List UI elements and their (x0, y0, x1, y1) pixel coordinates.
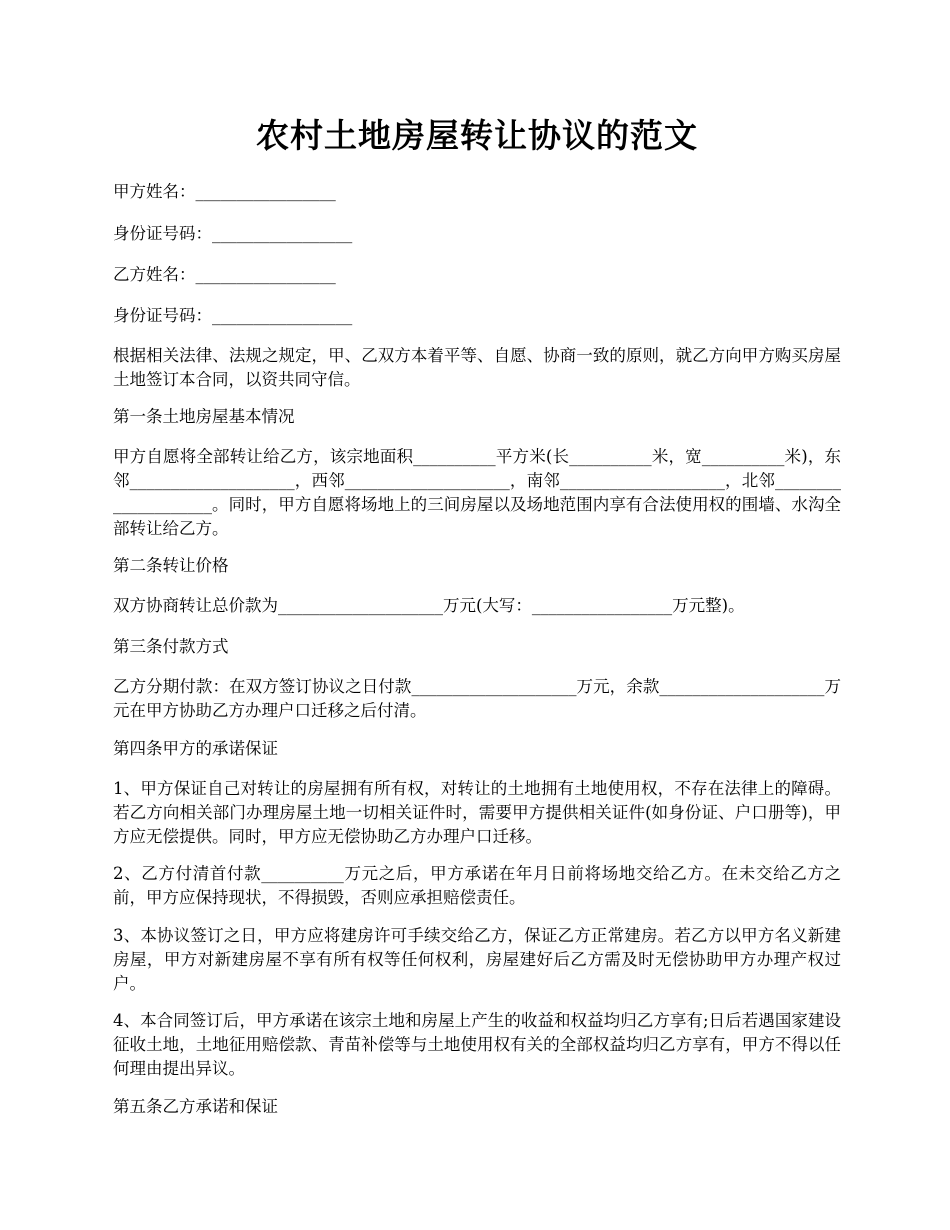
party-b-name-field: 乙方姓名：_________________ (113, 265, 336, 284)
article3-heading: 第三条付款方式 (113, 637, 229, 656)
preamble-paragraph: 根据相关法律、法规之规定，甲、乙双方本着平等、自愿、协商一致的原则，就乙方向甲方购买房屋土地签订本合同，以资共同守信。 (113, 346, 841, 389)
article3-body: 乙方分期付款：在双方签订协议之日付款____________________万元，余款____________________万元在甲方协助乙方办理户口迁移之后付清。 (113, 677, 841, 720)
document-title: 农村土地房屋转让协议的范文 (256, 116, 698, 155)
article4-heading: 第四条甲方的承诺保证 (113, 739, 278, 758)
party-a-name-field: 甲方姓名：_________________ (113, 182, 336, 201)
article5-heading: 第五条乙方承诺和保证 (113, 1097, 278, 1116)
article1-body: 甲方自愿将全部转让给乙方，该宗地面积__________平方米(长__________米，宽__________米)，东邻____________________，西邻____________________，南邻____________________，北邻____________________。同时，甲方自愿将场地上的三间房屋以及场地范围内享有合法使用权的围墙、水沟全部转让给乙方。 (113, 447, 841, 538)
article4-item-4: 4、本合同签订后，甲方承诺在该宗土地和房屋上产生的收益和权益均归乙方享有;日后若遇国家建设征收土地，土地征用赔偿款、青苗补偿等与土地使用权有关的全部权益均归乙方享有，甲方不得以任何理由提出异议。 (113, 1011, 841, 1078)
article1-heading: 第一条土地房屋基本情况 (113, 407, 295, 426)
article4-item-2: 2、乙方付清首付款__________万元之后，甲方承诺在年月日前将场地交给乙方。在未交给乙方之前，甲方应保持现状，不得损毁，否则应承担赔偿责任。 (113, 864, 841, 907)
party-b-id-field: 身份证号码：_________________ (113, 306, 353, 325)
article2-heading: 第二条转让价格 (113, 556, 229, 575)
article4-item-1: 1、甲方保证自己对转让的房屋拥有所有权，对转让的土地拥有土地使用权，不存在法律上的障碍。若乙方向相关部门办理房屋土地一切相关证件时，需要甲方提供相关证件(如身份证、户口册等)，甲方应无偿提供。同时，甲方应无偿协助乙方办理户口迁移。 (113, 779, 841, 846)
article4-item-3: 3、本协议签订之日，甲方应将建房许可手续交给乙方，保证乙方正常建房。若乙方以甲方名义新建房屋，甲方对新建房屋不享有所有权等任何权利，房屋建好后乙方需及时无偿协助甲方办理产权过户。 (113, 926, 841, 993)
party-a-id-field: 身份证号码：_________________ (113, 224, 353, 243)
article2-body: 双方协商转让总价款为____________________万元(大写：_________________万元整)。 (113, 596, 745, 615)
